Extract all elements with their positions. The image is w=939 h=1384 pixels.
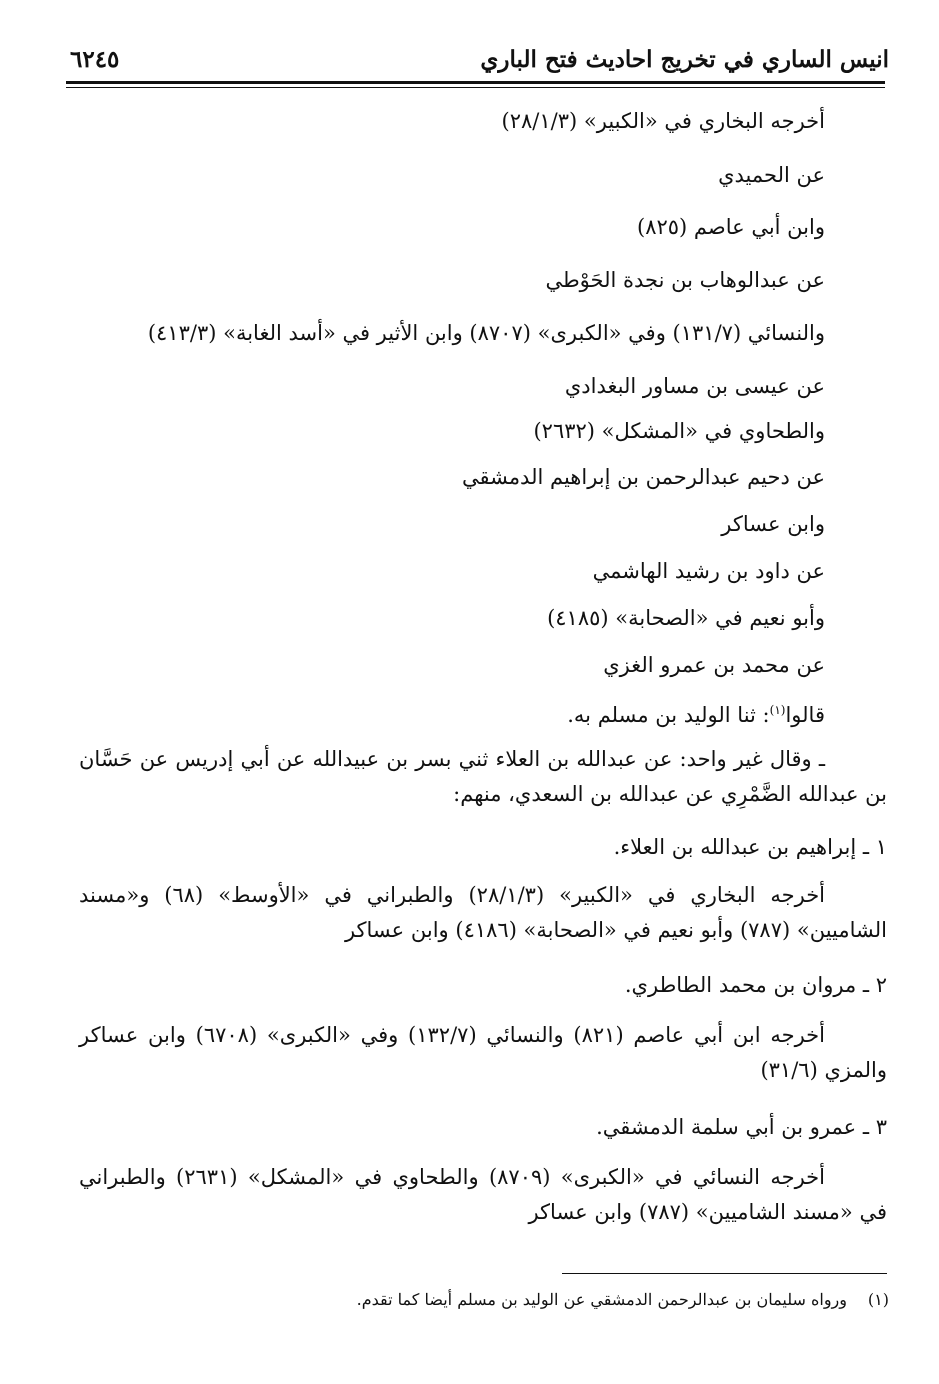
page-number: ٦٢٤٥ bbox=[70, 46, 120, 73]
item-text-2: أخرجه ابن أبي عاصم (٨٢١) والنسائي (١٣٢/٧) وفي «الكبرى» (٦٧٠٨) وابن عساكر والمزي (٣١/٦) bbox=[79, 1023, 887, 1082]
narrator-line: عن داود بن رشيد الهاشمي bbox=[592, 559, 825, 583]
source-line: أخرجه البخاري في «الكبير» (٢٨/١/٣) bbox=[501, 109, 825, 133]
narrator-line: عن الحميدي bbox=[718, 163, 825, 187]
item-text-3: أخرجه النسائي في «الكبرى» (٨٧٠٩) والطحاوي في «المشكل» (٢٦٣١) والطبراني في «مسند الشاميين» (٧٨٧) وابن عساكر bbox=[79, 1165, 887, 1224]
footnote bbox=[357, 1290, 889, 1309]
running-title: انيس الساري في تخريج احاديث فتح الباري bbox=[480, 46, 889, 73]
narrator-line: عن دحيم عبدالرحمن بن إبراهيم الدمشقي bbox=[461, 465, 825, 489]
footnote-marker: (١) bbox=[769, 703, 786, 717]
qalu-rest: : ثنا الوليد بن مسلم به. bbox=[567, 703, 770, 727]
qalu-word: قالوا bbox=[785, 703, 825, 727]
item-heading-3: ٣ ـ عمرو بن أبي سلمة الدمشقي. bbox=[596, 1115, 887, 1139]
source-line: والنسائي (١٣١/٧) وفي «الكبرى» (٨٧٠٧) وابن الأثير في «أسد الغابة» (٤١٣/٣) bbox=[147, 321, 825, 345]
footnote-text: ورواه سليمان بن عبدالرحمن الدمشقي عن الوليد بن مسلم أيضا كما تقدم. bbox=[356, 1290, 847, 1309]
item-text-1: أخرجه البخاري في «الكبير» (٢٨/١/٣) والطبراني في «الأوسط» (٦٨) و«مسند الشاميين» (٧٨٧) وأبو نعيم في «الصحابة» (٤١٨٦) وابن عساكر bbox=[79, 883, 887, 942]
narrator-line: عن محمد بن عمرو الغزي bbox=[603, 653, 825, 677]
narrator-line: عن عيسى بن مساور البغدادي bbox=[564, 374, 825, 398]
header-rule-thin bbox=[66, 87, 885, 88]
source-line: وابن أبي عاصم (٨٢٥) bbox=[637, 215, 825, 239]
header-rule bbox=[66, 81, 885, 84]
source-line: وابن عساكر bbox=[721, 512, 825, 536]
item-heading-2: ٢ ـ مروان بن محمد الطاطري. bbox=[624, 973, 887, 997]
source-line: والطحاوي في «المشكل» (٢٦٣٢) bbox=[533, 419, 825, 443]
source-line: وأبو نعيم في «الصحابة» (٤١٨٥) bbox=[547, 606, 825, 630]
footnote-number: (١) bbox=[867, 1290, 889, 1309]
narrator-line: عن عبدالوهاب بن نجدة الحَوْطي bbox=[545, 268, 825, 292]
item-heading-1: ١ ـ إبراهيم بن عبدالله بن العلاء. bbox=[613, 835, 887, 859]
footnote-rule bbox=[562, 1273, 887, 1274]
qalu-line bbox=[567, 695, 825, 730]
paragraph-ghayr-wahid: ـ وقال غير واحد: عن عبدالله بن العلاء ثني بسر بن عبيدالله عن أبي إدريس عن حَسَّان بن عبدالله الضَّمْرِي عن عبدالله بن السعدي، منهم: bbox=[79, 747, 887, 806]
